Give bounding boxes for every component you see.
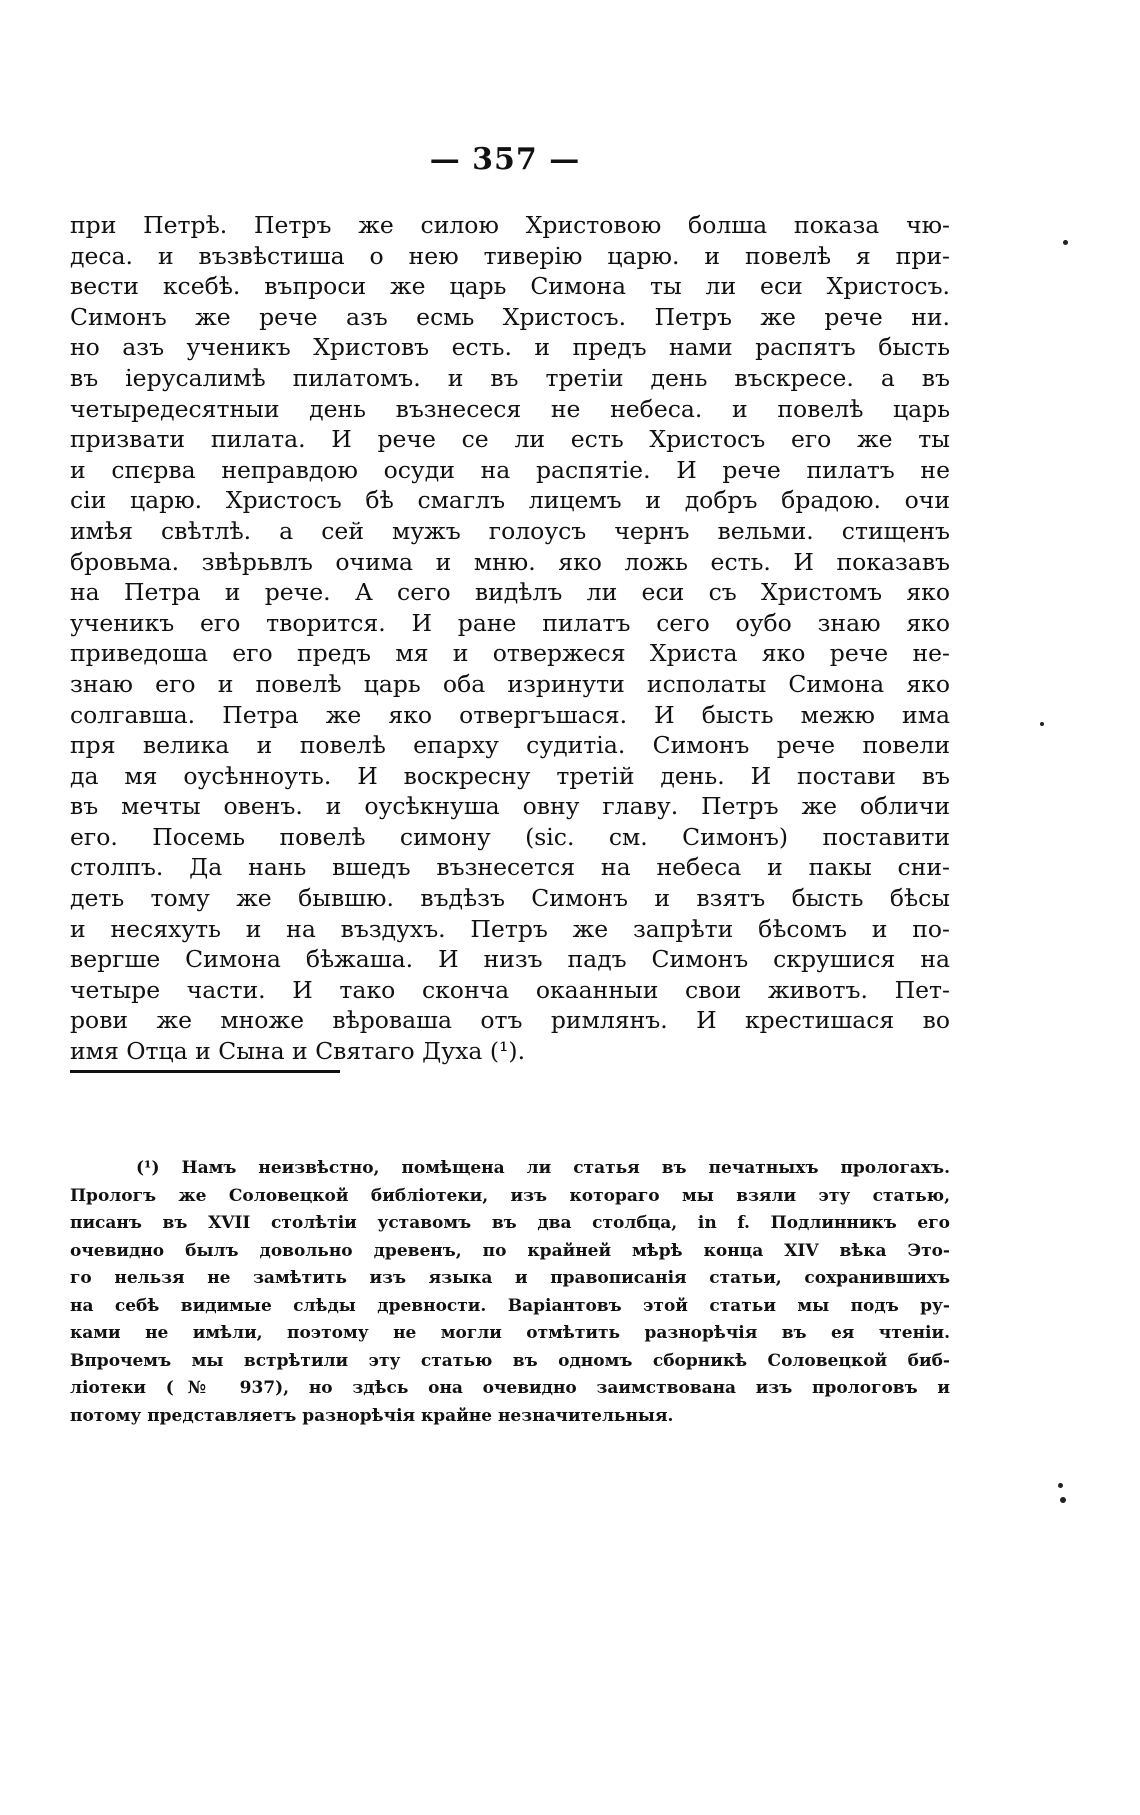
text-line: бровьма. звѣрьвлъ очима и мню. яко ложь есть. И показавъ (70, 547, 950, 576)
text-line: деть тому же бывшю. въдѣзъ Симонъ и взятъ бысть бѣсы (70, 884, 950, 913)
text-line: но азъ ученикъ Христовъ есть. и предъ нами распятъ бысть (70, 333, 950, 362)
text-line: при Петрѣ. Петръ же силою Христовою болша показа чю- (70, 211, 950, 239)
text-line: да мя оусѣнноуть. И воскресну третій день. И постави въ (70, 761, 950, 790)
text-line: его. Посемь повелѣ симону (sic. см. Симонъ) поставити (70, 822, 950, 851)
text-line: рови же множе вѣроваша отъ римлянъ. И крестишася во (70, 1006, 950, 1035)
footnote-line: ками не имѣли, поэтому не могли отмѣтить разнорѣчія въ ея чтеніи. (70, 1323, 950, 1343)
text-line: столпъ. Да нань вшедъ възнесется на небеса и пакы сни- (70, 853, 950, 882)
text-line: вергше Симона бѣжаша. И низъ падъ Симонъ скрушися на (70, 945, 950, 974)
text-line: ученикъ его творится. И рaнe пилатъ сего оубо знаю яко (70, 608, 950, 637)
text-line: четыредесятныи день възнесеся не небеса. и повелѣ царь (70, 394, 950, 423)
text-line: призвати пилата. И рече се ли есть Христосъ его же ты (70, 425, 950, 454)
footnote-line: Прологъ же Соловецкой библіотеки, изъ котораго мы взяли эту статью, (70, 1185, 950, 1206)
text-line: сіи царю. Христосъ бѣ смаглъ лицемъ и добръ брадою. очи (70, 486, 950, 515)
footnote-line: потому представляетъ разнорѣчія крайне незначительныя. (70, 1405, 674, 1426)
text-line: Симонъ же рече азъ есмь Христосъ. Петръ же рече ни. (70, 302, 950, 331)
scan-speck (1063, 240, 1068, 245)
text-line: въ іерусалимѣ пилатомъ. и въ третіи день въскресе. а въ (70, 363, 950, 392)
text-line: вести ксебѣ. въпроси же царь Симона ты ли еси Христосъ. (70, 272, 950, 301)
footnote-block (70, 1155, 950, 1430)
text-line: знаю его и повелѣ царь оба изринути исполаты Симона яко (70, 669, 950, 698)
main-text-block (70, 210, 950, 1067)
text-line: пря велика и повелѣ епарху судитіа. Симонъ рече повели (70, 731, 950, 760)
footnote-line: (¹) Намъ неизвѣстно, помѣщена ли статья въ печатныхъ прологахъ. (136, 1158, 950, 1178)
footnote-line: ліотеки (№ 937), но здѣсь она очевидно заимствована изъ прологовъ и (70, 1378, 950, 1398)
text-line: солгавша. Петра же яко отвергъшася. И бысть межю има (70, 700, 950, 729)
text-line: четыре части. И тако скончa окаанныи свои животъ. Пет- (70, 975, 950, 1004)
footnote-divider (70, 1070, 340, 1073)
footnote-line: на себѣ видимые слѣды древности. Варіантовъ этой статьи мы подъ ру- (70, 1295, 950, 1316)
text-line: и спєрва неправдою осуди на распятіе. И рече пилатъ не (70, 455, 950, 484)
scan-speck (1040, 722, 1044, 726)
text-line: и несяхуть и на въздухъ. Петръ же запрѣти бѣсомъ и по- (70, 914, 950, 943)
text-line: деса. и възвѣстиша о нею тиверію царю. и повелѣ я при- (70, 241, 950, 270)
scan-speck (1058, 1483, 1063, 1488)
footnote-line: го нельзя не замѣтить изъ языка и правописанія статьи, сохранившихъ (70, 1268, 950, 1288)
page-number: — 357 — (429, 142, 581, 177)
footnote-line: Впрочемъ мы встрѣтили эту статью въ одномъ сборникѣ Соловецкой биб- (70, 1350, 950, 1371)
text-line: въ мечты овенъ. и оусѣкнуша овну главу. Петръ же обличи (70, 792, 950, 821)
text-line: имя Отца и Сына и Святаго Духа (¹). (70, 1037, 526, 1066)
text-line: имѣя свѣтлѣ. а сей мужъ голоусъ чернъ вельми. стищенъ (70, 516, 950, 545)
footnote-line: писанъ въ XVII столѣтіи уставомъ въ два столбца, in f. Подлинникъ его (70, 1213, 950, 1233)
text-line: приведоша его предъ мя и отвержеся Христа яко рече не- (70, 639, 950, 668)
text-line: на Петра и рече. А сего видѣлъ ли еси съ Христомъ яко (70, 578, 950, 607)
footnote-line: очевидно былъ довольно древенъ, по крайней мѣрѣ конца XIV вѣка Это- (70, 1240, 950, 1261)
scan-speck (1060, 1497, 1066, 1503)
